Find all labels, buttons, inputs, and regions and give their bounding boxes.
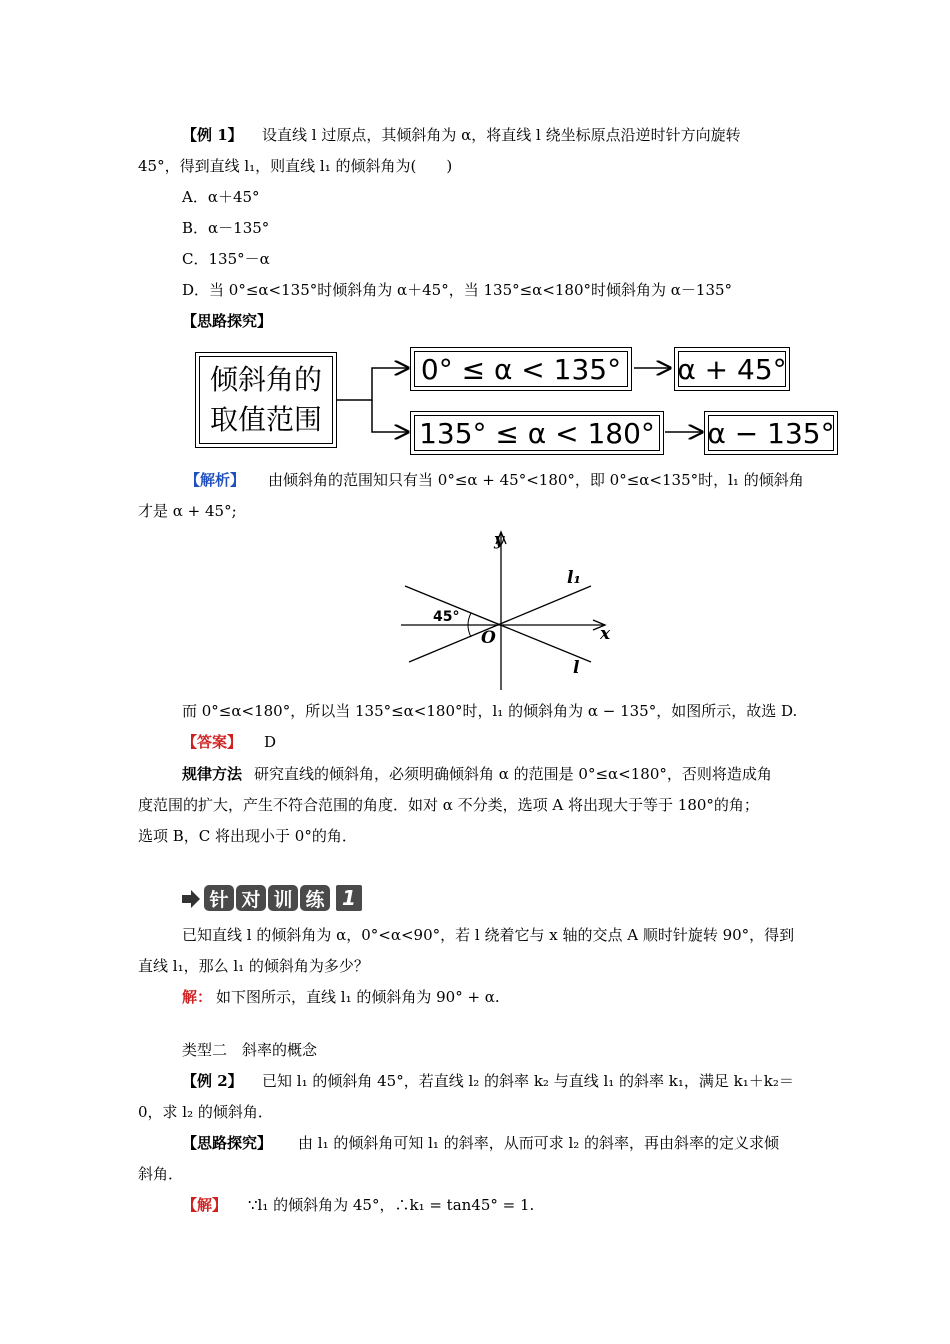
thinking2-line1: 由 l₁ 的倾斜角可知 l₁ 的斜率，从而可求 l₂ 的斜率，再由斜率的定义求倾 [298,1134,780,1152]
solution2-label: 【解】 [182,1196,228,1214]
result-box-2 [704,411,838,455]
option-b: B．α－135° [182,219,270,237]
thinking-label: 【思路探究】 [182,312,273,330]
thinking2-label: 【思路探究】 [182,1134,273,1152]
training-solution-text: 如下图所示，直线 l₁ 的倾斜角为 90° + α. [216,988,500,1006]
training-line1: 已知直线 l 的倾斜角为 α，0°<α<90°，若 l 绕着它与 x 轴的交点 A 顺时针旋转 90°，得到 [182,926,795,944]
source-line1: 倾斜角的 [209,363,322,396]
result-2: α − 135° [707,416,835,450]
source-line2: 取值范围 [209,403,322,436]
training-line2: 直线 l₁，那么 l₁ 的倾斜角为多少？ [138,957,369,975]
result-box-1 [674,347,790,391]
method-line3: 选项 B，C 将出现小于 0°的角． [138,827,357,845]
banner-char-4: 练 [300,885,330,911]
banner-char-3: 训 [268,885,298,911]
analysis-line2: 才是 α + 45°; [138,502,237,520]
option-c: C．135°－α [182,250,270,268]
condition-2: 135° ≤ α < 180° [419,416,655,450]
banner-char-2: 对 [236,885,266,911]
option-d: D．当 0°≤α<135°时倾斜角为 α＋45°，当 135°≤α<180°时倾斜角为 α－135° [182,281,733,299]
section-title: 类型二 斜率的概念 [182,1041,318,1059]
flow-arrows [0,0,950,470]
condition-box-2 [410,411,664,455]
angle-figure [395,528,625,693]
example-label: 【例 1】 [182,126,243,144]
analysis-line1: 由倾斜角的范围知只有当 0°≤α + 45°<180°，即 0°≤α<135°时，l₁ 的倾斜角 [268,471,804,489]
training-banner [204,885,362,911]
result-1: α + 45° [677,352,787,386]
x-label: x [600,624,611,644]
branch-arrow-lower [372,400,408,432]
example2-label: 【例 2】 [182,1072,243,1090]
example-text-line2: 45°，得到直线 l₁，则直线 l₁ 的倾斜角为( ) [138,157,453,175]
banner-number: 1 [336,885,362,911]
solution2-text: ∵l₁ 的倾斜角为 45°，∴k₁ = tan45° = 1. [248,1196,535,1214]
method-line2: 度范围的扩大，产生不符合范围的角度．如对 α 不分类，选项 A 将出现大于等于 180°的角； [138,796,759,814]
analysis-label: 【解析】 [185,471,246,489]
example-text-line1: 设直线 l 过原点，其倾斜角为 α，将直线 l 绕坐标原点沿逆时针方向旋转 [262,126,741,144]
y-label: y [494,530,504,550]
answer-label: 【答案】 [182,733,243,751]
l-label: l [573,658,580,678]
example2-line1: 已知 l₁ 的倾斜角 45°，若直线 l₂ 的斜率 k₂ 与直线 l₁ 的斜率 k₁，满足 k₁＋k₂＝ [262,1072,794,1090]
condition-1: 0° ≤ α < 135° [420,352,622,386]
analysis-conclusion: 而 0°≤α<180°，所以当 135°≤α<180°时，l₁ 的倾斜角为 α − 135°，如图所示，故选 D. [182,702,798,720]
l1-label: l₁ [567,568,581,588]
thinking2-line2: 斜角． [138,1165,184,1183]
method-line1: 研究直线的倾斜角，必须明确倾斜角 α 的范围是 0°≤α<180°，否则将造成角 [254,765,772,783]
angle-label: 45° [433,609,460,625]
training-solution-label: 解： [182,988,213,1006]
condition-box-1 [410,347,632,391]
example2-line2: 0，求 l₂ 的倾斜角． [138,1103,273,1121]
banner-arrow-icon [180,888,202,910]
option-a: A．α＋45° [182,188,260,206]
banner-char-1: 针 [204,885,234,911]
branch-arrow-upper [337,368,408,400]
answer-value: D [264,733,277,751]
origin-label: O [481,628,496,648]
method-label: 规律方法 [182,765,243,783]
